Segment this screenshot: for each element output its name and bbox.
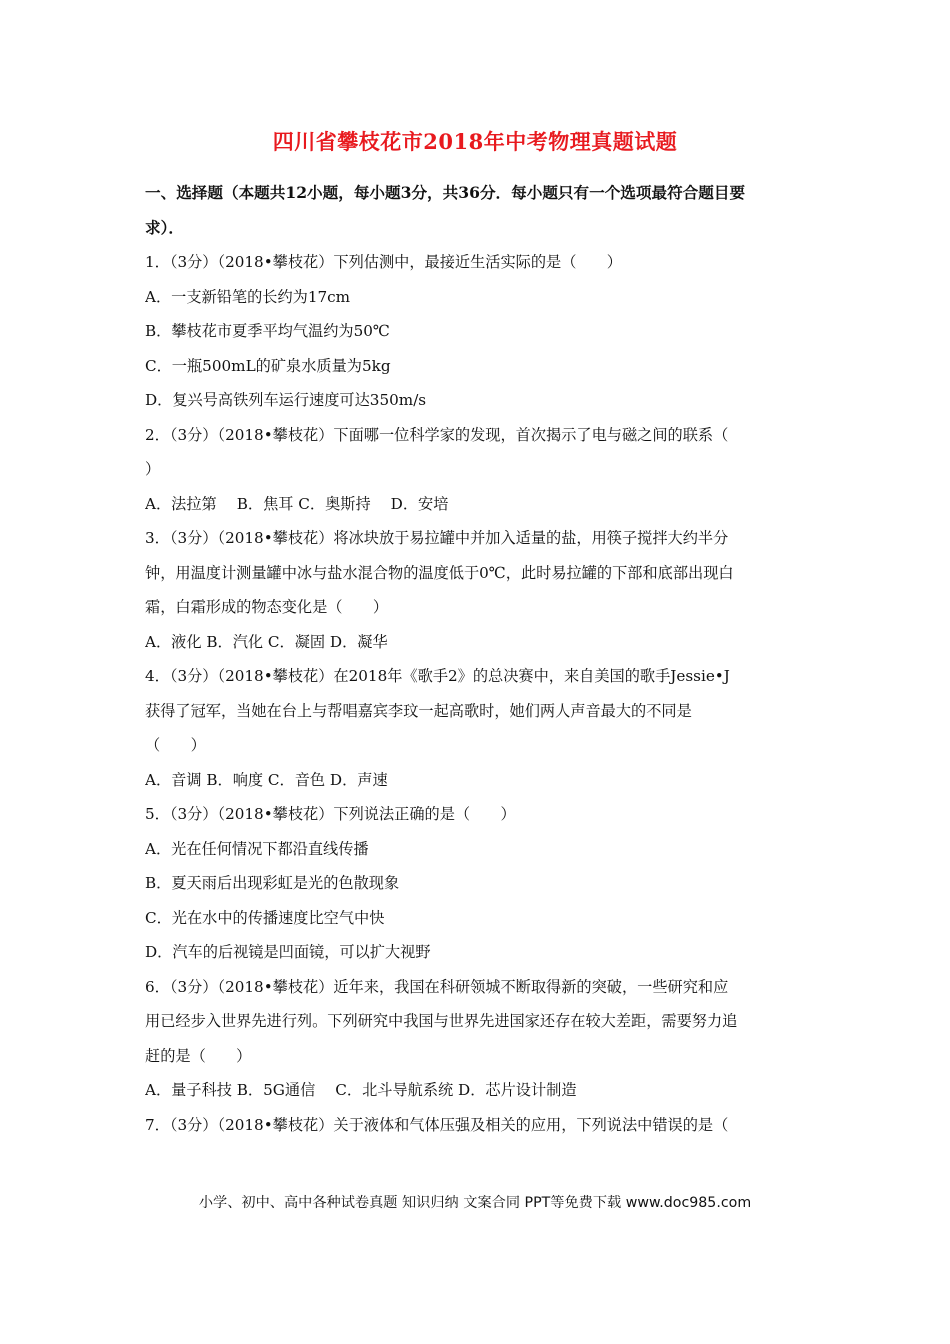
question-3-cont-2: 霜，白霜形成的物态变化是（ ） [145, 598, 388, 616]
question-7: 7．（3分）（2018•攀枝花）关于液体和气体压强及相关的应用，下列说法中错误的是（ [145, 1115, 729, 1134]
q3-options: A．液化 B．汽化 C．凝固 D．凝华 [145, 632, 388, 651]
q4-options: A．音调 B．响度 C．音色 D．声速 [145, 770, 388, 789]
q6-options: A．量子科技 B．5G通信 C．北斗导航系统 D．芯片设计制造 [145, 1081, 577, 1099]
q5-option-b: B．夏天雨后出现彩虹是光的色散现象 [145, 874, 400, 892]
q1-option-d: D．复兴号高铁列车运行速度可达350m/s [145, 391, 427, 409]
question-1: 1．（3分）（2018•攀枝花）下列估测中，最接近生活实际的是（ ） [145, 253, 622, 271]
document-title: 四川省攀枝花市2018年中考物理真题试题 [272, 129, 678, 154]
question-6-cont-2: 赶的是（ ） [145, 1046, 252, 1065]
question-3-cont-1: 钟，用温度计测量罐中冰与盐水混合物的温度低于0℃，此时易拉罐的下部和底部出现白 [145, 563, 734, 582]
section-heading-line-1: 一、选择题（本题共12小题，每小题3分，共36分．每小题只有一个选项最符合题目要 [145, 183, 746, 202]
question-2-cont: ） [145, 460, 161, 478]
page-footer: 小学、初中、高中各种试卷真题 知识归纳 文案合同 PPT等免费下载 www.doc985.com [198, 1195, 752, 1211]
q2-options: A．法拉第 B．焦耳 C．奥斯持 D．安培 [145, 494, 449, 513]
section-heading-line-2: 求）． [145, 217, 184, 237]
q5-option-a: A．光在任何情况下都沿直线传播 [145, 839, 369, 858]
question-3: 3．（3分）（2018•攀枝花）将冰块放于易拉罐中并加入适量的盐，用筷子搅拌大约半分 [145, 529, 729, 547]
q1-option-b: B．攀枝花市夏季平均气温约为50℃ [145, 322, 390, 340]
question-6-cont-1: 用已经步入世界先进行列。下列研究中我国与世界先进国家还存在较大差距，需要努力追 [145, 1012, 738, 1030]
q1-option-a: A．一支新铅笔的长约为17cm [145, 287, 351, 306]
q1-option-c: C．一瓶500mL的矿泉水质量为5kg [145, 356, 391, 375]
question-4-cont-2: （ ） [145, 736, 206, 754]
q5-option-c: C．光在水中的传播速度比空气中快 [145, 908, 385, 927]
question-4-cont-1: 获得了冠军，当她在台上与帮唱嘉宾李玟一起高歌时，她们两人声音最大的不同是 [145, 701, 692, 720]
question-6: 6．（3分）（2018•攀枝花）近年来，我国在科研领城不断取得新的突破，一些研究和应 [145, 977, 729, 996]
question-5: 5．（3分）（2018•攀枝花）下列说法正确的是（ ） [145, 805, 516, 823]
question-4: 4．（3分）（2018•攀枝花）在2018年《歌手2》的总决赛中，来自美国的歌手Jessie•J [145, 667, 730, 685]
document-body [145, 178, 810, 1144]
question-2: 2．（3分）（2018•攀枝花）下面哪一位科学家的发现，首次揭示了电与磁之间的联系（ [145, 425, 729, 444]
q5-option-d: D．汽车的后视镜是凹面镜，可以扩大视野 [145, 943, 431, 961]
